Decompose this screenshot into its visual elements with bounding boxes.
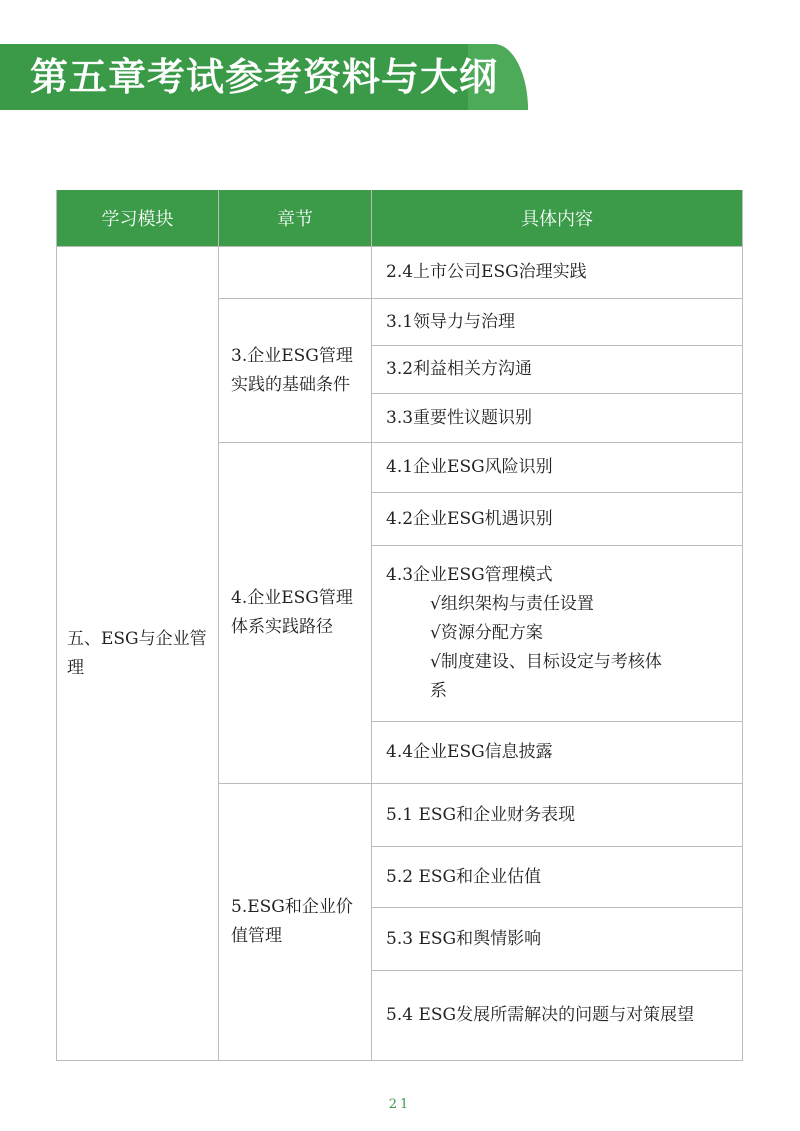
chapter-cell: 3.企业ESG管理实践的基础条件: [219, 299, 372, 443]
content-cell: 4.2企业ESG机遇识别: [372, 493, 743, 546]
page-number: 21: [388, 1097, 412, 1112]
content-cell: 5.2 ESG和企业估值: [372, 847, 743, 908]
syllabus-table: [56, 190, 743, 1061]
content-cell: 2.4上市公司ESG治理实践: [372, 247, 743, 299]
content-cell: 3.2利益相关方沟通: [372, 346, 743, 394]
content-cell: 3.1领导力与治理: [372, 299, 743, 346]
chapter-title: 第五章考试参考资料与大纲: [30, 55, 499, 99]
header-chapter: 章节: [219, 190, 372, 247]
header-module: 学习模块: [57, 190, 219, 247]
chapter-cell: 4.企业ESG管理体系实践路径: [219, 443, 372, 784]
content-cell-4-3: [372, 546, 743, 722]
chapter-cell: [219, 247, 372, 299]
header-content: 具体内容: [372, 190, 743, 247]
table-header-row: [57, 190, 743, 247]
content-cell: 5.4 ESG发展所需解决的问题与对策展望: [372, 971, 743, 1061]
chapter-title-band: [0, 44, 528, 110]
content-sub-item-cont: 系: [430, 681, 447, 701]
table-row: [57, 247, 743, 299]
content-sub-item: √资源分配方案: [430, 623, 543, 643]
content-cell: 5.1 ESG和企业财务表现: [372, 784, 743, 847]
module-cell: 五、ESG与企业管理: [57, 247, 219, 1061]
content-title: 4.3企业ESG管理模式: [386, 565, 553, 585]
content-cell: 4.4企业ESG信息披露: [372, 722, 743, 784]
content-sub-item: √制度建设、目标设定与考核体: [430, 652, 662, 672]
content-cell: 4.1企业ESG风险识别: [372, 443, 743, 493]
content-cell: 3.3重要性议题识别: [372, 394, 743, 443]
content-cell: 5.3 ESG和舆情影响: [372, 908, 743, 971]
content-sub-item: √组织架构与责任设置: [430, 594, 594, 614]
chapter-cell: 5.ESG和企业价值管理: [219, 784, 372, 1061]
